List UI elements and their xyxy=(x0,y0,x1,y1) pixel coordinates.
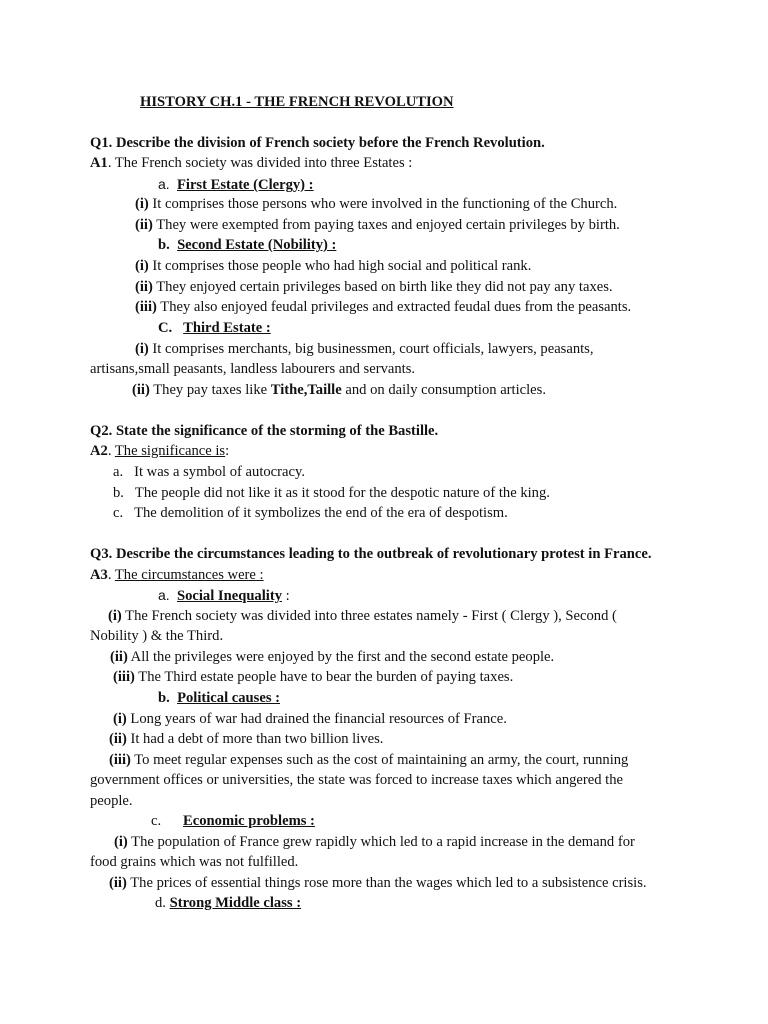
third-estate-point-1: (i) It comprises merchants, big businessmen, court officials, lawyers, peasants, xyxy=(135,341,594,357)
second-estate-point-1: (i) It comprises those people who had high social and political rank. xyxy=(135,258,532,274)
second-estate-point-3: (iii) They also enjoyed feudal privileges and extracted feudal dues from the peasants. xyxy=(135,299,632,315)
middle-class-heading: d. Strong Middle class : xyxy=(155,895,302,911)
economic-point-2: (ii) The prices of essential things rose more than the wages which led to a subsistence crisis. xyxy=(109,875,647,891)
first-estate-point-2: (ii) They were exempted from paying taxes and enjoyed certain privileges by birth. xyxy=(135,217,620,233)
q2-point-a: a. It was a symbol of autocracy. xyxy=(113,464,305,480)
political-point-2: (ii) It had a debt of more than two billion lives. xyxy=(109,731,384,747)
first-estate-heading: a. First Estate (Clergy) : xyxy=(158,176,314,193)
second-estate-heading: b. Second Estate (Nobility) : xyxy=(158,237,337,253)
political-causes-heading: b. Political causes : xyxy=(158,690,281,706)
page-title: HISTORY CH.1 - THE FRENCH REVOLUTION xyxy=(140,94,454,110)
q1-question: Q1. Describe the division of French society before the French Revolution. xyxy=(90,135,545,151)
second-estate-point-2: (ii) They enjoyed certain privileges based on birth like they did not pay any taxes. xyxy=(135,279,613,295)
political-point-3-cont-1: government offices or universities, the state was forced to increase taxes which angered the xyxy=(90,772,624,788)
q3-question: Q3. Describe the circumstances leading to the outbreak of revolutionary protest in France. xyxy=(90,546,652,562)
q2-answer-intro: A2. The significance is: xyxy=(90,443,230,459)
social-point-3: (iii) The Third estate people have to bear the burden of paying taxes. xyxy=(113,669,514,685)
social-point-1-cont: Nobility ) & the Third. xyxy=(90,628,224,644)
social-point-1: (i) The French society was divided into three estates namely - First ( Clergy ), Second ( xyxy=(108,608,617,624)
political-point-3-cont-2: people. xyxy=(90,793,133,809)
third-estate-point-1-cont: artisans,small peasants, landless labourers and servants. xyxy=(90,361,416,377)
political-point-3: (iii) To meet regular expenses such as the cost of maintaining an army, the court, running xyxy=(109,752,629,768)
third-estate-point-2: (ii) They pay taxes like Tithe,Taille and on daily consumption articles. xyxy=(132,382,546,398)
q1-answer-intro: A1. The French society was divided into three Estates : xyxy=(90,155,413,171)
political-point-1: (i) Long years of war had drained the financial resources of France. xyxy=(113,711,507,727)
q2-question: Q2. State the significance of the storming of the Bastille. xyxy=(90,423,439,439)
social-point-2: (ii) All the privileges were enjoyed by the first and the second estate people. xyxy=(110,649,555,665)
q3-answer-intro: A3. The circumstances were : xyxy=(90,567,264,583)
economic-problems-heading: c. Economic problems : xyxy=(151,813,315,829)
q2-point-c: c. The demolition of it symbolizes the end of the era of despotism. xyxy=(113,505,508,521)
third-estate-heading: C. Third Estate : xyxy=(158,320,271,336)
economic-point-1: (i) The population of France grew rapidly which led to a rapid increase in the demand for xyxy=(114,834,635,850)
social-inequality-heading: a. Social Inequality : xyxy=(158,587,290,604)
economic-point-1-cont: food grains which was not fulfilled. xyxy=(90,854,299,870)
first-estate-point-1: (i) It comprises those persons who were involved in the functioning of the Church. xyxy=(135,196,618,212)
q2-point-b: b. The people did not like it as it stood for the despotic nature of the king. xyxy=(113,485,550,501)
